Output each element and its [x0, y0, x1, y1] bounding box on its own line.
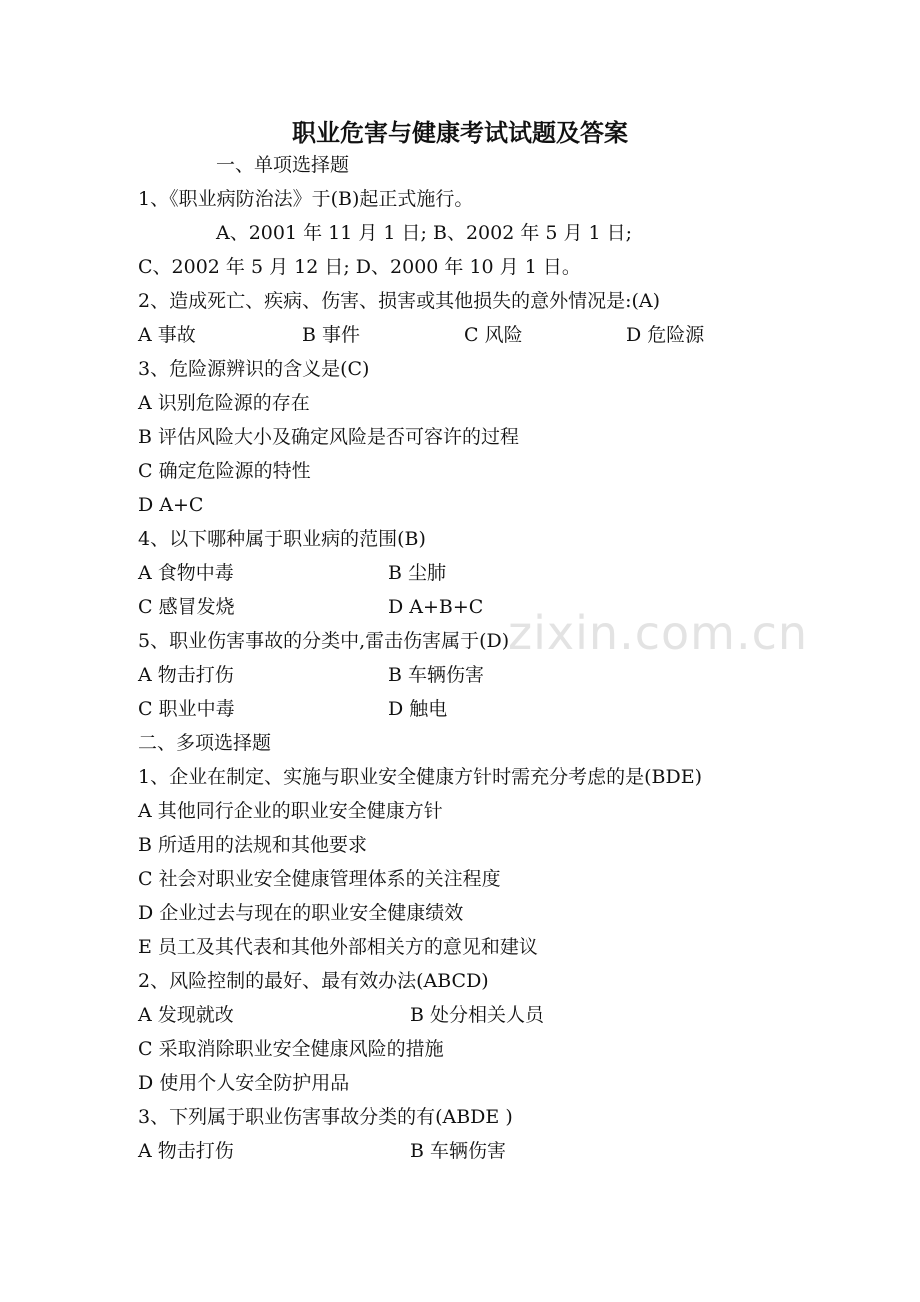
- question-3-option-c: C 确定危险源的特性: [138, 460, 311, 482]
- question-5-option-c: C 职业中毒: [138, 698, 235, 720]
- multi-question-1-option-e: E 员工及其代表和其他外部相关方的意见和建议: [138, 936, 538, 958]
- multi-question-1-option-a: A 其他同行企业的职业安全健康方针: [138, 800, 443, 822]
- multi-question-1-option-c: C 社会对职业安全健康管理体系的关注程度: [138, 868, 501, 890]
- question-2-option-c: C 风险: [464, 324, 523, 346]
- multi-question-1-option-d: D 企业过去与现在的职业安全健康绩效: [138, 902, 464, 924]
- question-3-option-d: D A+C: [138, 494, 204, 516]
- question-5: 5、职业伤害事故的分类中,雷击伤害属于(D): [138, 630, 510, 652]
- section-heading-multiple-choice: 二、多项选择题: [138, 732, 272, 754]
- multi-question-2: 2、风险控制的最好、最有效办法(ABCD): [138, 970, 489, 992]
- question-3-option-b: B 评估风险大小及确定风险是否可容许的过程: [138, 426, 520, 448]
- question-1-options-line-2: C、2002 年 5 月 12 日; D、2000 年 10 月 1 日。: [138, 256, 581, 278]
- question-2: 2、造成死亡、疾病、伤害、损害或其他损失的意外情况是:(A): [138, 290, 661, 312]
- section-heading-single-choice: 一、单项选择题: [216, 154, 350, 176]
- multi-question-1-option-b: B 所适用的法规和其他要求: [138, 834, 368, 856]
- question-3: 3、危险源辨识的含义是(C): [138, 358, 370, 380]
- multi-question-3: 3、下列属于职业伤害事故分类的有(ABDE ): [138, 1106, 513, 1128]
- question-2-option-b: B 事件: [302, 324, 361, 346]
- question-4-option-d: D A+B+C: [388, 596, 484, 618]
- multi-question-2-option-a: A 发现就改: [138, 1004, 234, 1026]
- multi-question-1: 1、企业在制定、实施与职业安全健康方针时需充分考虑的是(BDE): [138, 766, 702, 788]
- multi-question-3-option-b: B 车辆伤害: [410, 1140, 507, 1162]
- question-4-option-c: C 感冒发烧: [138, 596, 235, 618]
- question-5-option-b: B 车辆伤害: [388, 664, 485, 686]
- watermark: zixin.com.cn: [508, 606, 809, 660]
- question-2-option-a: A 事故: [138, 324, 196, 346]
- question-4-option-a: A 食物中毒: [138, 562, 234, 584]
- multi-question-2-option-d: D 使用个人安全防护用品: [138, 1072, 350, 1094]
- question-3-option-a: A 识别危险源的存在: [138, 392, 310, 414]
- question-4-option-b: B 尘肺: [388, 562, 447, 584]
- question-5-option-d: D 触电: [388, 698, 448, 720]
- question-4: 4、以下哪种属于职业病的范围(B): [138, 528, 426, 550]
- multi-question-2-option-b: B 处分相关人员: [410, 1004, 545, 1026]
- page-title: 职业危害与健康考试试题及答案: [292, 119, 628, 147]
- multi-question-2-option-c: C 采取消除职业安全健康风险的措施: [138, 1038, 444, 1060]
- question-2-option-d: D 危险源: [626, 324, 705, 346]
- question-5-option-a: A 物击打伤: [138, 664, 234, 686]
- multi-question-3-option-a: A 物击打伤: [138, 1140, 234, 1162]
- question-1-options-line-1: A、2001 年 11 月 1 日; B、2002 年 5 月 1 日;: [216, 222, 633, 244]
- question-1: 1、《职业病防治法》于(B)起正式施行。: [138, 188, 474, 210]
